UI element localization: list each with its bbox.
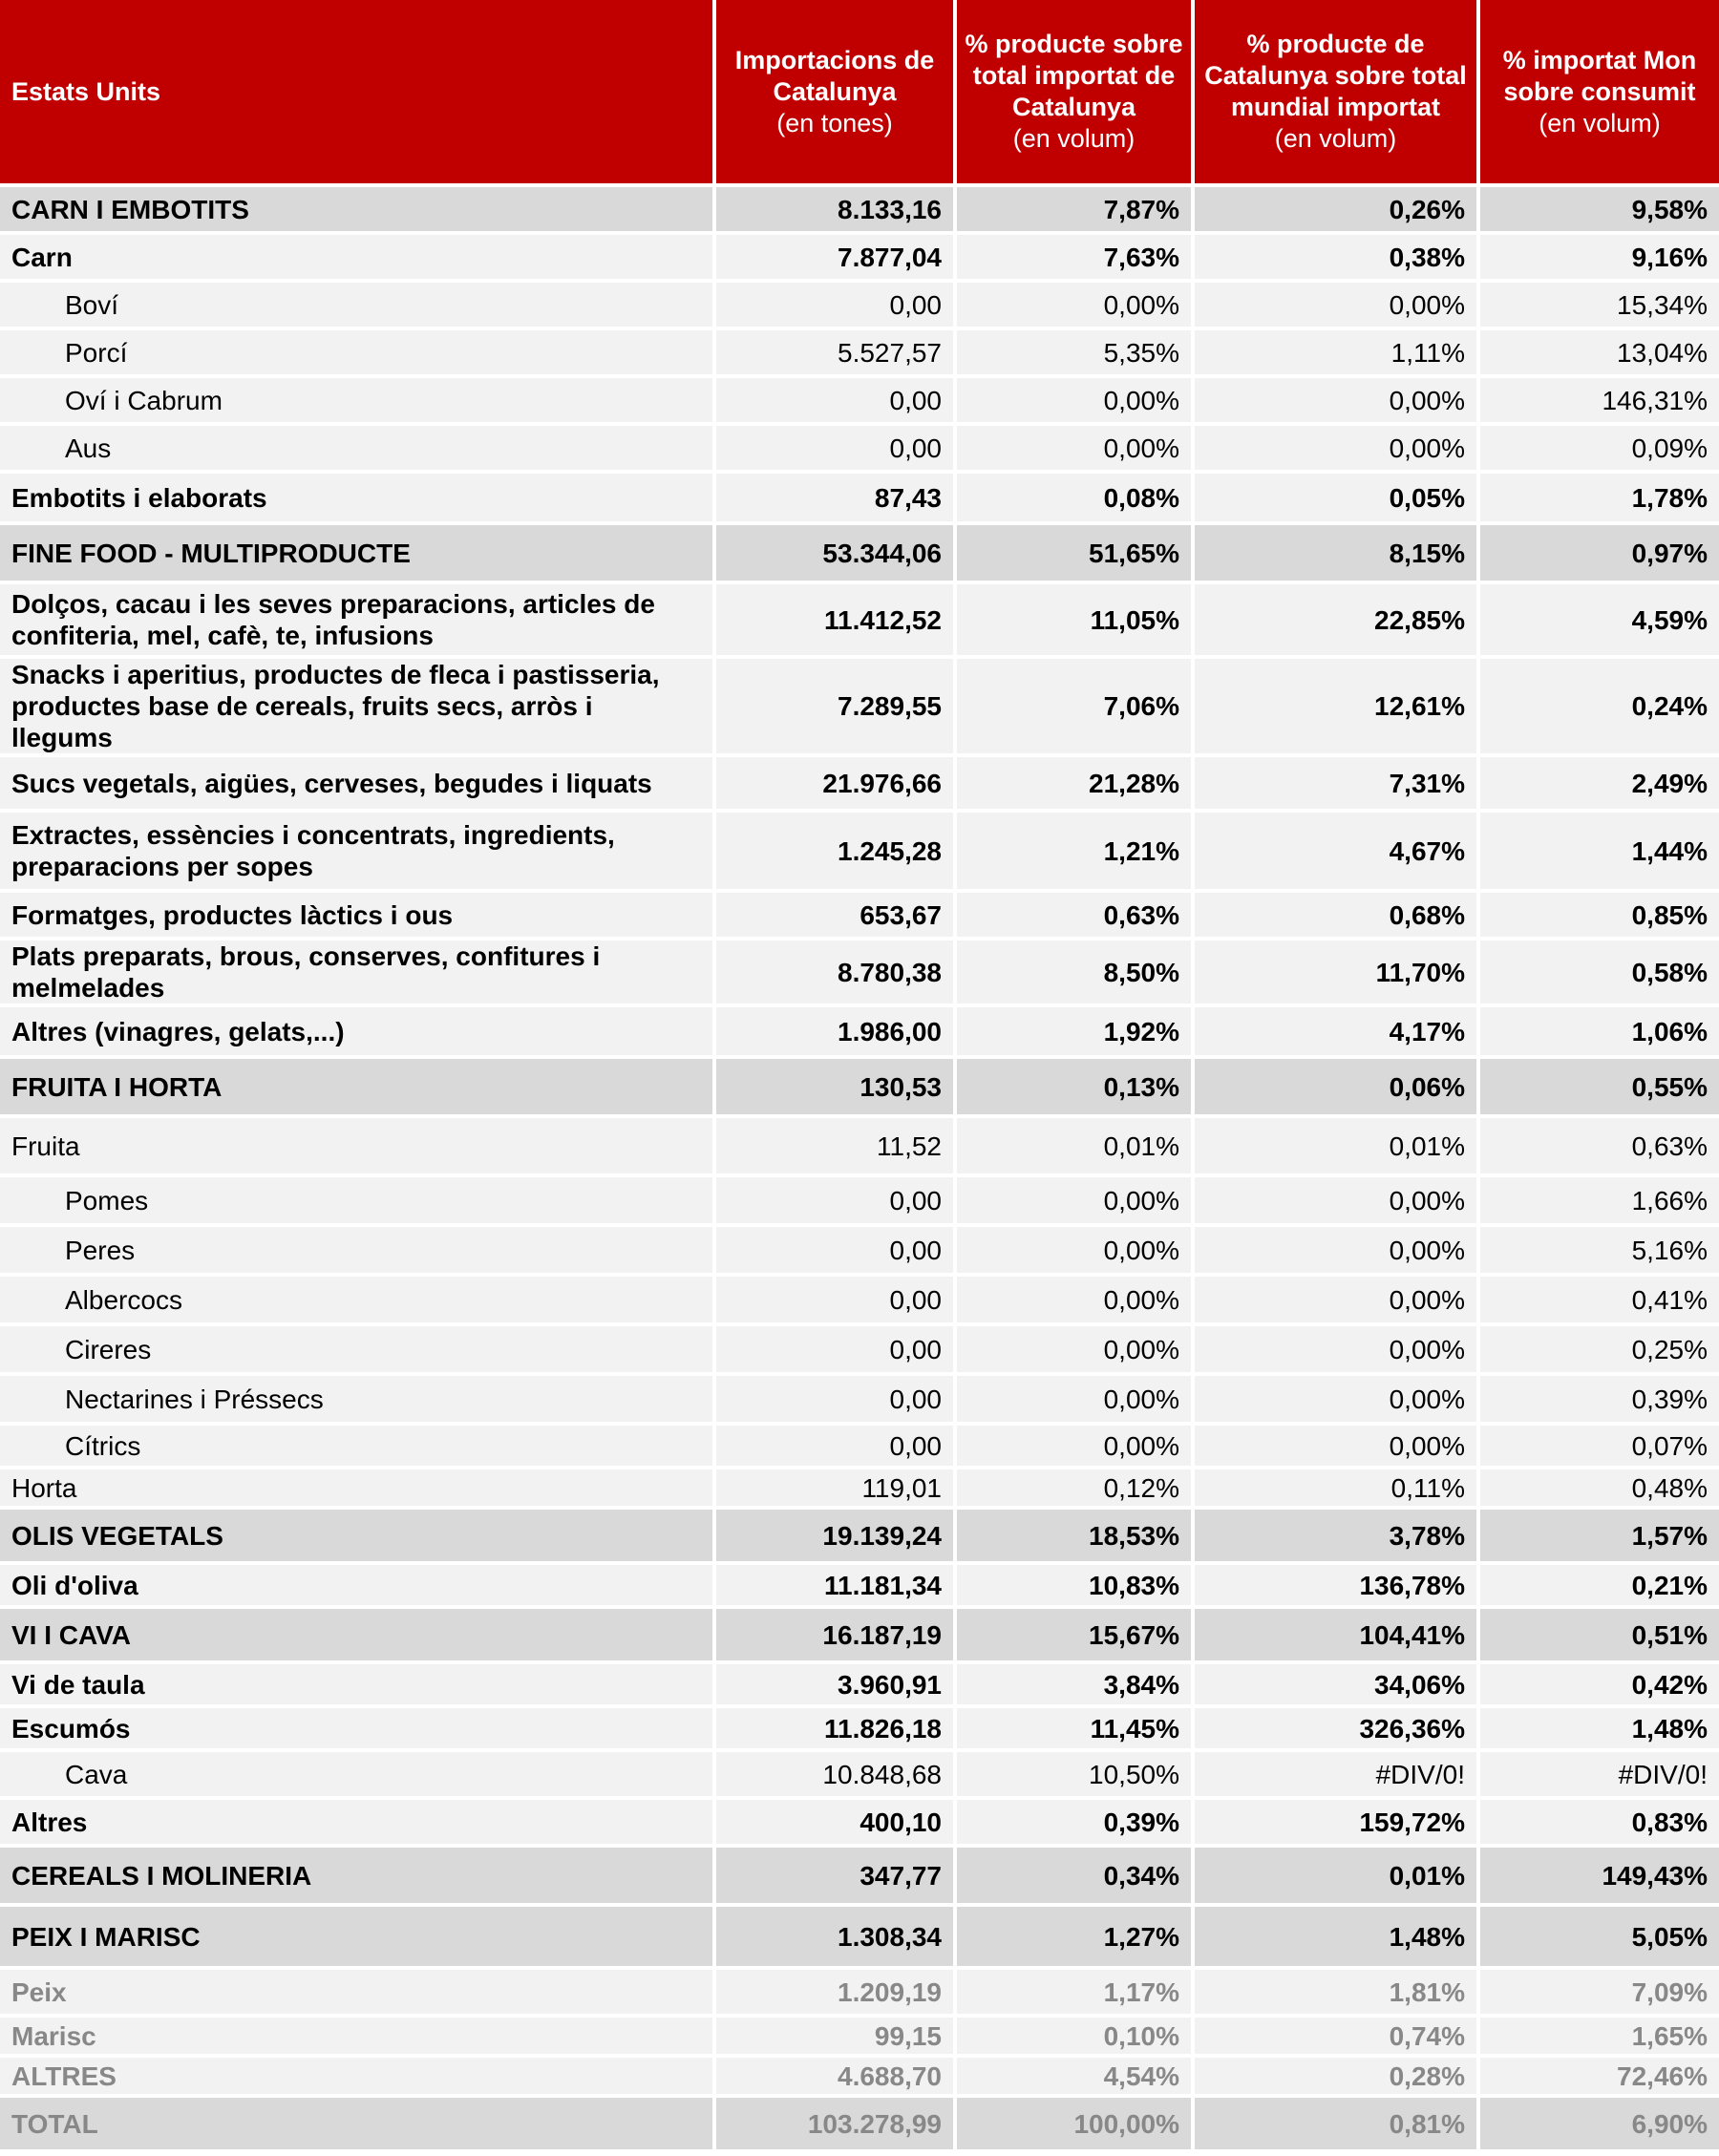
- row-label: Sucs vegetals, aigües, cerveses, begudes i liquats: [0, 757, 716, 813]
- imports-cell: 11,52: [716, 1118, 957, 1177]
- pct-consumption-cell: 0,07%: [1480, 1426, 1719, 1469]
- pct-world-cell: 0,01%: [1195, 1118, 1480, 1177]
- header-imports-unit: (en tones): [776, 108, 893, 137]
- row-label: Pomes: [0, 1177, 716, 1227]
- header-country: [0, 0, 716, 187]
- imports-cell: 53.344,06: [716, 525, 957, 584]
- row-label: Oví i Cabrum: [0, 378, 716, 426]
- imports-cell: 11.181,34: [716, 1565, 957, 1609]
- header-pct-consumption-title: % importat Mon sobre consumit: [1502, 45, 1697, 106]
- table-row: [0, 283, 1719, 330]
- pct-world-cell: 0,00%: [1195, 426, 1480, 474]
- pct-catalonia-cell: 11,05%: [957, 584, 1195, 659]
- pct-consumption-cell: 72,46%: [1480, 2058, 1719, 2098]
- table-row: [0, 1376, 1719, 1426]
- pct-consumption-cell: 1,06%: [1480, 1007, 1719, 1059]
- imports-cell: 0,00: [716, 1426, 957, 1469]
- pct-catalonia-cell: 4,54%: [957, 2058, 1195, 2098]
- pct-catalonia-cell: 0,00%: [957, 426, 1195, 474]
- pct-catalonia-cell: 0,01%: [957, 1118, 1195, 1177]
- pct-consumption-cell: 0,97%: [1480, 525, 1719, 584]
- table-row: [0, 1227, 1719, 1277]
- pct-consumption-cell: 0,24%: [1480, 659, 1719, 757]
- pct-world-cell: 0,00%: [1195, 1227, 1480, 1277]
- row-label: Cava: [0, 1752, 716, 1800]
- row-label: Peix: [0, 1970, 716, 2018]
- pct-catalonia-cell: 18,53%: [957, 1510, 1195, 1565]
- table-row: [0, 1326, 1719, 1376]
- pct-catalonia-cell: 0,00%: [957, 1277, 1195, 1326]
- pct-world-cell: 1,48%: [1195, 1907, 1480, 1970]
- imports-cell: 16.187,19: [716, 1609, 957, 1664]
- table-row: [0, 1277, 1719, 1326]
- pct-consumption-cell: 2,49%: [1480, 757, 1719, 813]
- table-row: [0, 2018, 1719, 2058]
- pct-consumption-cell: 0,25%: [1480, 1326, 1719, 1376]
- row-label: Extractes, essències i concentrats, ingredients, preparacions per sopes: [0, 813, 716, 893]
- header-pct-consumption: [1480, 0, 1719, 187]
- imports-cell: 1.986,00: [716, 1007, 957, 1059]
- imports-cell: 7.877,04: [716, 235, 957, 283]
- pct-world-cell: 0,26%: [1195, 187, 1480, 235]
- section-row: [0, 1848, 1719, 1907]
- pct-world-cell: 7,31%: [1195, 757, 1480, 813]
- pct-consumption-cell: 0,09%: [1480, 426, 1719, 474]
- section-row: [0, 1059, 1719, 1118]
- pct-catalonia-cell: 1,17%: [957, 1970, 1195, 2018]
- pct-world-cell: 1,81%: [1195, 1970, 1480, 2018]
- table-row: [0, 235, 1719, 283]
- table-row: [0, 426, 1719, 474]
- row-label: Cireres: [0, 1326, 716, 1376]
- imports-cell: 653,67: [716, 893, 957, 941]
- table-body: [0, 187, 1719, 2153]
- pct-catalonia-cell: 51,65%: [957, 525, 1195, 584]
- imports-cell: 10.848,68: [716, 1752, 957, 1800]
- row-label: Oli d'oliva: [0, 1565, 716, 1609]
- pct-consumption-cell: 0,39%: [1480, 1376, 1719, 1426]
- pct-consumption-cell: 13,04%: [1480, 330, 1719, 378]
- pct-catalonia-cell: 5,35%: [957, 330, 1195, 378]
- pct-consumption-cell: 146,31%: [1480, 378, 1719, 426]
- table-row: [0, 2058, 1719, 2098]
- pct-world-cell: 0,06%: [1195, 1059, 1480, 1118]
- pct-world-cell: 0,00%: [1195, 283, 1480, 330]
- pct-catalonia-cell: 10,83%: [957, 1565, 1195, 1609]
- table-row: [0, 1800, 1719, 1848]
- table-row: [0, 474, 1719, 525]
- row-label: Dolços, cacau i les seves preparacions, articles de confiteria, mel, cafè, te, infusions: [0, 584, 716, 659]
- pct-catalonia-cell: 21,28%: [957, 757, 1195, 813]
- pct-consumption-cell: 0,42%: [1480, 1664, 1719, 1708]
- section-row: [0, 1907, 1719, 1970]
- table-row: [0, 659, 1719, 757]
- pct-consumption-cell: 1,78%: [1480, 474, 1719, 525]
- row-label: ALTRES: [0, 2058, 716, 2098]
- imports-cell: 0,00: [716, 1376, 957, 1426]
- table-row: [0, 1708, 1719, 1752]
- imports-cell: 11.412,52: [716, 584, 957, 659]
- header-pct-world-unit: (en volum): [1274, 124, 1397, 153]
- table-row: [0, 1007, 1719, 1059]
- row-label: TOTAL: [0, 2098, 716, 2153]
- table-row: [0, 941, 1719, 1007]
- section-row: [0, 187, 1719, 235]
- table-row: [0, 1970, 1719, 2018]
- table-row: [0, 1469, 1719, 1510]
- row-label: Embotits i elaborats: [0, 474, 716, 525]
- pct-catalonia-cell: 0,13%: [957, 1059, 1195, 1118]
- row-label: Snacks i aperitius, productes de fleca i pastisseria, productes base de cereals, fruits secs, arròs i llegums: [0, 659, 716, 757]
- row-label: Albercocs: [0, 1277, 716, 1326]
- row-label: Altres: [0, 1800, 716, 1848]
- imports-cell: 87,43: [716, 474, 957, 525]
- imports-cell: 19.139,24: [716, 1510, 957, 1565]
- imports-cell: 7.289,55: [716, 659, 957, 757]
- pct-consumption-cell: 9,16%: [1480, 235, 1719, 283]
- row-label: OLIS VEGETALS: [0, 1510, 716, 1565]
- table-row: [0, 1426, 1719, 1469]
- table-row: [0, 330, 1719, 378]
- imports-cell: 0,00: [716, 1277, 957, 1326]
- table-row: [0, 378, 1719, 426]
- row-label: Aus: [0, 426, 716, 474]
- imports-cell: 3.960,91: [716, 1664, 957, 1708]
- pct-world-cell: 0,00%: [1195, 1277, 1480, 1326]
- pct-catalonia-cell: 0,63%: [957, 893, 1195, 941]
- pct-catalonia-cell: 0,08%: [957, 474, 1195, 525]
- pct-catalonia-cell: 0,00%: [957, 283, 1195, 330]
- pct-world-cell: 0,00%: [1195, 1426, 1480, 1469]
- pct-world-cell: 4,67%: [1195, 813, 1480, 893]
- row-label: Formatges, productes làctics i ous: [0, 893, 716, 941]
- pct-consumption-cell: 9,58%: [1480, 187, 1719, 235]
- pct-world-cell: 0,68%: [1195, 893, 1480, 941]
- pct-world-cell: 34,06%: [1195, 1664, 1480, 1708]
- table-row: [0, 813, 1719, 893]
- imports-cell: 130,53: [716, 1059, 957, 1118]
- pct-consumption-cell: 1,66%: [1480, 1177, 1719, 1227]
- row-label: Marisc: [0, 2018, 716, 2058]
- imports-cell: 0,00: [716, 283, 957, 330]
- imports-cell: 103.278,99: [716, 2098, 957, 2153]
- pct-world-cell: 0,11%: [1195, 1469, 1480, 1510]
- pct-consumption-cell: 1,65%: [1480, 2018, 1719, 2058]
- pct-consumption-cell: 5,05%: [1480, 1907, 1719, 1970]
- table-row: [0, 757, 1719, 813]
- pct-world-cell: 0,38%: [1195, 235, 1480, 283]
- pct-world-cell: 0,00%: [1195, 1326, 1480, 1376]
- imports-cell: 1.209,19: [716, 1970, 957, 2018]
- imports-cell: 1.245,28: [716, 813, 957, 893]
- country-label: Estats Units: [11, 76, 161, 106]
- pct-world-cell: 0,05%: [1195, 474, 1480, 525]
- table-row: [0, 1118, 1719, 1177]
- pct-consumption-cell: 0,85%: [1480, 893, 1719, 941]
- pct-catalonia-cell: 15,67%: [957, 1609, 1195, 1664]
- pct-world-cell: 4,17%: [1195, 1007, 1480, 1059]
- pct-consumption-cell: 0,21%: [1480, 1565, 1719, 1609]
- pct-consumption-cell: 0,63%: [1480, 1118, 1719, 1177]
- imports-cell: 5.527,57: [716, 330, 957, 378]
- row-label: Escumós: [0, 1708, 716, 1752]
- pct-catalonia-cell: 1,21%: [957, 813, 1195, 893]
- row-label: CEREALS I MOLINERIA: [0, 1848, 716, 1907]
- pct-world-cell: 8,15%: [1195, 525, 1480, 584]
- row-label: Plats preparats, brous, conserves, confitures i melmelades: [0, 941, 716, 1007]
- pct-catalonia-cell: 0,00%: [957, 1376, 1195, 1426]
- table-row: [0, 893, 1719, 941]
- pct-consumption-cell: #DIV/0!: [1480, 1752, 1719, 1800]
- row-label: CARN I EMBOTITS: [0, 187, 716, 235]
- pct-catalonia-cell: 11,45%: [957, 1708, 1195, 1752]
- pct-world-cell: 22,85%: [1195, 584, 1480, 659]
- pct-consumption-cell: 149,43%: [1480, 1848, 1719, 1907]
- pct-world-cell: 0,00%: [1195, 1376, 1480, 1426]
- imports-cell: 0,00: [716, 426, 957, 474]
- row-label: Fruita: [0, 1118, 716, 1177]
- header-pct-catalonia: [957, 0, 1195, 187]
- pct-catalonia-cell: 8,50%: [957, 941, 1195, 1007]
- pct-catalonia-cell: 10,50%: [957, 1752, 1195, 1800]
- row-label: Porcí: [0, 330, 716, 378]
- row-label: Horta: [0, 1469, 716, 1510]
- section-row: [0, 1609, 1719, 1664]
- pct-catalonia-cell: 1,27%: [957, 1907, 1195, 1970]
- header-imports: [716, 0, 957, 187]
- pct-catalonia-cell: 0,34%: [957, 1848, 1195, 1907]
- imports-cell: 1.308,34: [716, 1907, 957, 1970]
- header-pct-catalonia-title: % producte sobre total importat de Catalunya: [965, 30, 1183, 121]
- row-label: PEIX I MARISC: [0, 1907, 716, 1970]
- row-label: Boví: [0, 283, 716, 330]
- pct-world-cell: 11,70%: [1195, 941, 1480, 1007]
- pct-consumption-cell: 15,34%: [1480, 283, 1719, 330]
- pct-catalonia-cell: 3,84%: [957, 1664, 1195, 1708]
- imports-cell: 119,01: [716, 1469, 957, 1510]
- pct-consumption-cell: 0,55%: [1480, 1059, 1719, 1118]
- table-header-row: [0, 0, 1719, 187]
- table-row: [0, 1177, 1719, 1227]
- pct-world-cell: 136,78%: [1195, 1565, 1480, 1609]
- row-label: Cítrics: [0, 1426, 716, 1469]
- pct-world-cell: 0,00%: [1195, 1177, 1480, 1227]
- pct-catalonia-cell: 1,92%: [957, 1007, 1195, 1059]
- imports-cell: 99,15: [716, 2018, 957, 2058]
- pct-world-cell: 0,81%: [1195, 2098, 1480, 2153]
- pct-catalonia-cell: 0,00%: [957, 378, 1195, 426]
- pct-consumption-cell: 5,16%: [1480, 1227, 1719, 1277]
- pct-world-cell: 0,00%: [1195, 378, 1480, 426]
- imports-cell: 347,77: [716, 1848, 957, 1907]
- pct-catalonia-cell: 7,06%: [957, 659, 1195, 757]
- section-row: [0, 525, 1719, 584]
- pct-consumption-cell: 1,57%: [1480, 1510, 1719, 1565]
- total-row: [0, 2098, 1719, 2153]
- imports-cell: 11.826,18: [716, 1708, 957, 1752]
- pct-catalonia-cell: 0,10%: [957, 2018, 1195, 2058]
- table-row: [0, 1565, 1719, 1609]
- pct-consumption-cell: 0,51%: [1480, 1609, 1719, 1664]
- pct-world-cell: 3,78%: [1195, 1510, 1480, 1565]
- pct-consumption-cell: 1,44%: [1480, 813, 1719, 893]
- pct-catalonia-cell: 7,87%: [957, 187, 1195, 235]
- pct-world-cell: 0,74%: [1195, 2018, 1480, 2058]
- pct-catalonia-cell: 0,00%: [957, 1326, 1195, 1376]
- pct-consumption-cell: 0,48%: [1480, 1469, 1719, 1510]
- pct-world-cell: 326,36%: [1195, 1708, 1480, 1752]
- row-label: Altres (vinagres, gelats,...): [0, 1007, 716, 1059]
- row-label: Peres: [0, 1227, 716, 1277]
- header-pct-world-title: % producte de Catalunya sobre total mundial importat: [1204, 30, 1467, 121]
- imports-cell: 0,00: [716, 1326, 957, 1376]
- pct-world-cell: 1,11%: [1195, 330, 1480, 378]
- imports-cell: 21.976,66: [716, 757, 957, 813]
- pct-consumption-cell: 1,48%: [1480, 1708, 1719, 1752]
- pct-catalonia-cell: 7,63%: [957, 235, 1195, 283]
- imports-cell: 4.688,70: [716, 2058, 957, 2098]
- pct-world-cell: 0,01%: [1195, 1848, 1480, 1907]
- pct-world-cell: 12,61%: [1195, 659, 1480, 757]
- pct-world-cell: 0,28%: [1195, 2058, 1480, 2098]
- pct-catalonia-cell: 0,39%: [957, 1800, 1195, 1848]
- row-label: FINE FOOD - MULTIPRODUCTE: [0, 525, 716, 584]
- table-row: [0, 1752, 1719, 1800]
- header-imports-title: Importacions de Catalunya: [734, 45, 935, 106]
- imports-cell: 8.780,38: [716, 941, 957, 1007]
- pct-catalonia-cell: 0,00%: [957, 1177, 1195, 1227]
- imports-cell: 0,00: [716, 1177, 957, 1227]
- header-pct-catalonia-unit: (en volum): [1012, 124, 1135, 153]
- imports-cell: 0,00: [716, 1227, 957, 1277]
- pct-consumption-cell: 6,90%: [1480, 2098, 1719, 2153]
- pct-catalonia-cell: 0,12%: [957, 1469, 1195, 1510]
- pct-world-cell: #DIV/0!: [1195, 1752, 1480, 1800]
- imports-cell: 0,00: [716, 378, 957, 426]
- pct-consumption-cell: 4,59%: [1480, 584, 1719, 659]
- imports-cell: 8.133,16: [716, 187, 957, 235]
- imports-cell: 400,10: [716, 1800, 957, 1848]
- table-row: [0, 584, 1719, 659]
- row-label: VI I CAVA: [0, 1609, 716, 1664]
- header-pct-world: [1195, 0, 1480, 187]
- header-pct-consumption-unit: (en volum): [1539, 108, 1661, 137]
- pct-catalonia-cell: 0,00%: [957, 1227, 1195, 1277]
- row-label: Vi de taula: [0, 1664, 716, 1708]
- pct-world-cell: 159,72%: [1195, 1800, 1480, 1848]
- row-label: Nectarines i Préssecs: [0, 1376, 716, 1426]
- row-label: Carn: [0, 235, 716, 283]
- pct-consumption-cell: 0,41%: [1480, 1277, 1719, 1326]
- pct-consumption-cell: 0,83%: [1480, 1800, 1719, 1848]
- pct-world-cell: 104,41%: [1195, 1609, 1480, 1664]
- pct-consumption-cell: 7,09%: [1480, 1970, 1719, 2018]
- pct-catalonia-cell: 100,00%: [957, 2098, 1195, 2153]
- section-row: [0, 1510, 1719, 1565]
- row-label: FRUITA I HORTA: [0, 1059, 716, 1118]
- pct-catalonia-cell: 0,00%: [957, 1426, 1195, 1469]
- table-row: [0, 1664, 1719, 1708]
- pct-consumption-cell: 0,58%: [1480, 941, 1719, 1007]
